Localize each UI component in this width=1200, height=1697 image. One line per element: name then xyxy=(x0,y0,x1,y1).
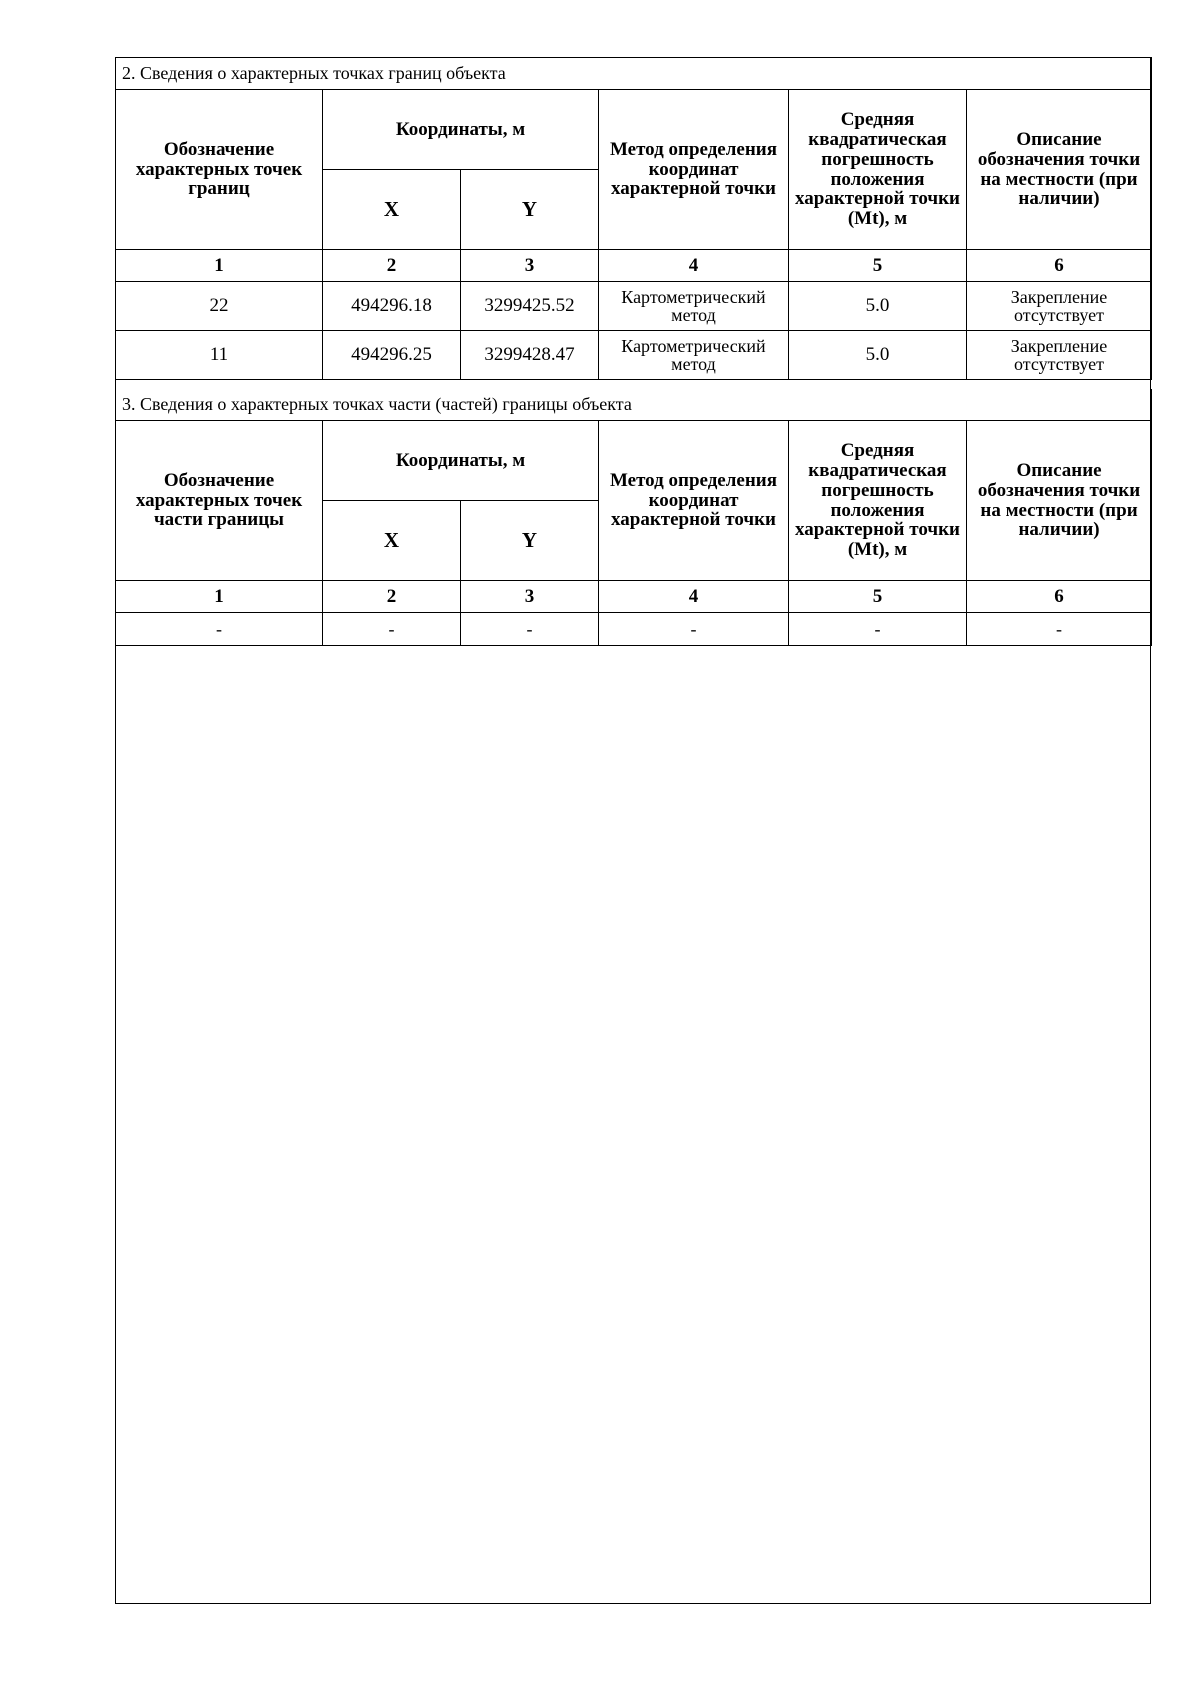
column-number: 4 xyxy=(599,581,789,613)
coordinate-y: - xyxy=(461,613,599,646)
header-x: X xyxy=(323,501,461,581)
table-row xyxy=(116,282,1152,331)
column-number: 2 xyxy=(323,250,461,282)
coordinate-y: 3299428.47 xyxy=(461,331,599,380)
column-number: 3 xyxy=(461,250,599,282)
header-description: Описание обозначения точки на местности (при наличии) xyxy=(967,421,1152,581)
method: Картометрический метод xyxy=(599,282,789,331)
header-coordinates: Координаты, м xyxy=(323,90,599,170)
header-coordinates: Координаты, м xyxy=(323,421,599,501)
coordinate-x: 494296.25 xyxy=(323,331,461,380)
table-row xyxy=(116,613,1152,646)
point-designation: 22 xyxy=(116,282,323,331)
header-y: Y xyxy=(461,501,599,581)
header-y: Y xyxy=(461,170,599,250)
description: - xyxy=(967,613,1152,646)
header-method: Метод определения координат характерной точки xyxy=(599,421,789,581)
header-method: Метод определения координат характерной точки xyxy=(599,90,789,250)
method: Картометрический метод xyxy=(599,331,789,380)
header-error: Средняя квадратическая погрешность положения характерной точки (Mt), м xyxy=(789,421,967,581)
error-mt: 5.0 xyxy=(789,331,967,380)
column-number: 6 xyxy=(967,250,1152,282)
coordinate-x: 494296.18 xyxy=(323,282,461,331)
header-error: Средняя квадратическая погрешность положения характерной точки (Mt), м xyxy=(789,90,967,250)
method: - xyxy=(599,613,789,646)
section3-table xyxy=(115,389,1152,646)
section2-table xyxy=(115,57,1152,380)
column-number: 1 xyxy=(116,250,323,282)
error-mt: 5.0 xyxy=(789,282,967,331)
section2-title: 2. Сведения о характерных точках границ объекта xyxy=(116,58,1152,90)
table-row xyxy=(116,331,1152,380)
description: Закрепление отсутствует xyxy=(967,331,1152,380)
section3-title: 3. Сведения о характерных точках части (частей) границы объекта xyxy=(116,389,1152,421)
coordinate-y: 3299425.52 xyxy=(461,282,599,331)
column-number: 2 xyxy=(323,581,461,613)
column-number: 5 xyxy=(789,581,967,613)
point-designation: 11 xyxy=(116,331,323,380)
header-point-designation: Обозначение характерных точек границ xyxy=(116,90,323,250)
column-number: 5 xyxy=(789,250,967,282)
column-number: 4 xyxy=(599,250,789,282)
header-point-designation: Обозначение характерных точек части границы xyxy=(116,421,323,581)
column-number: 3 xyxy=(461,581,599,613)
point-designation: - xyxy=(116,613,323,646)
coordinate-x: - xyxy=(323,613,461,646)
error-mt: - xyxy=(789,613,967,646)
description: Закрепление отсутствует xyxy=(967,282,1152,331)
column-number: 6 xyxy=(967,581,1152,613)
column-number: 1 xyxy=(116,581,323,613)
header-description: Описание обозначения точки на местности (при наличии) xyxy=(967,90,1152,250)
header-x: X xyxy=(323,170,461,250)
